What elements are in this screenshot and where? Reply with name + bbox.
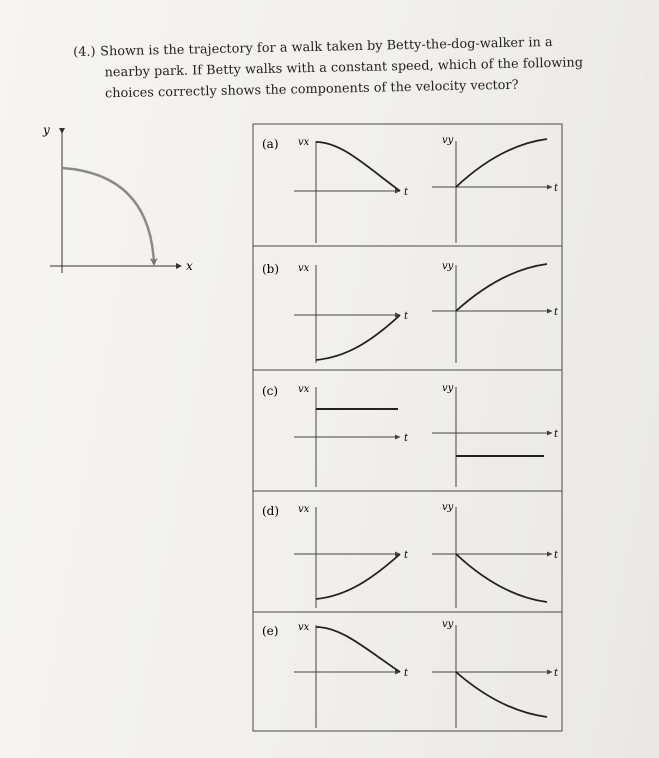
choice-c[interactable] bbox=[262, 383, 559, 487]
vy-curve bbox=[456, 672, 547, 717]
choice-b[interactable] bbox=[262, 261, 559, 363]
vy-label: vy bbox=[442, 619, 454, 630]
vy-curve bbox=[456, 554, 547, 602]
choices-frame bbox=[253, 124, 562, 731]
vx-label: vx bbox=[298, 263, 310, 274]
t-label: t bbox=[554, 668, 559, 679]
t-label: t bbox=[554, 429, 559, 440]
trajectory-path bbox=[62, 168, 154, 264]
t-label: t bbox=[404, 433, 409, 444]
choice-label: (b) bbox=[262, 262, 280, 276]
vy-label: vy bbox=[442, 502, 454, 513]
vy-curve bbox=[456, 264, 547, 311]
choice-label: (e) bbox=[262, 624, 279, 638]
t-label: t bbox=[404, 550, 409, 561]
vy-label: vy bbox=[442, 135, 454, 146]
trajectory-x-label: x bbox=[186, 259, 193, 273]
t-label: t bbox=[554, 183, 559, 194]
choice-d[interactable] bbox=[262, 502, 559, 608]
vx-label: vx bbox=[298, 622, 310, 633]
vx-label: vx bbox=[298, 504, 310, 515]
choice-e[interactable] bbox=[262, 619, 559, 728]
vy-label: vy bbox=[442, 383, 454, 394]
vx-curve bbox=[316, 315, 400, 360]
question-number: (4.) bbox=[73, 44, 96, 60]
t-label: t bbox=[404, 668, 409, 679]
choice-label: (d) bbox=[262, 504, 280, 518]
t-label: t bbox=[554, 550, 559, 561]
trajectory-diagram bbox=[38, 118, 198, 278]
question-block bbox=[73, 31, 594, 105]
vx-label: vx bbox=[298, 137, 310, 148]
answer-choices bbox=[252, 123, 564, 735]
vx-curve bbox=[316, 554, 400, 599]
t-label: t bbox=[404, 187, 409, 198]
vx-label: vx bbox=[298, 384, 310, 395]
choice-label: (a) bbox=[262, 137, 279, 151]
t-label: t bbox=[404, 311, 409, 322]
question-text: Shown is the trajectory for a walk taken by Betty-the-dog-walker in a nearby park. If Betty walks with a constant speed, which of the following choices correctly shows the components of the velocity vector? bbox=[100, 34, 584, 102]
choice-label: (c) bbox=[262, 384, 279, 398]
t-label: t bbox=[554, 307, 559, 318]
vx-curve bbox=[316, 142, 400, 191]
trajectory-y-label: y bbox=[43, 123, 50, 137]
choice-a[interactable] bbox=[262, 135, 559, 243]
vy-curve bbox=[456, 139, 547, 187]
vx-curve bbox=[316, 627, 400, 672]
vy-label: vy bbox=[442, 261, 454, 272]
